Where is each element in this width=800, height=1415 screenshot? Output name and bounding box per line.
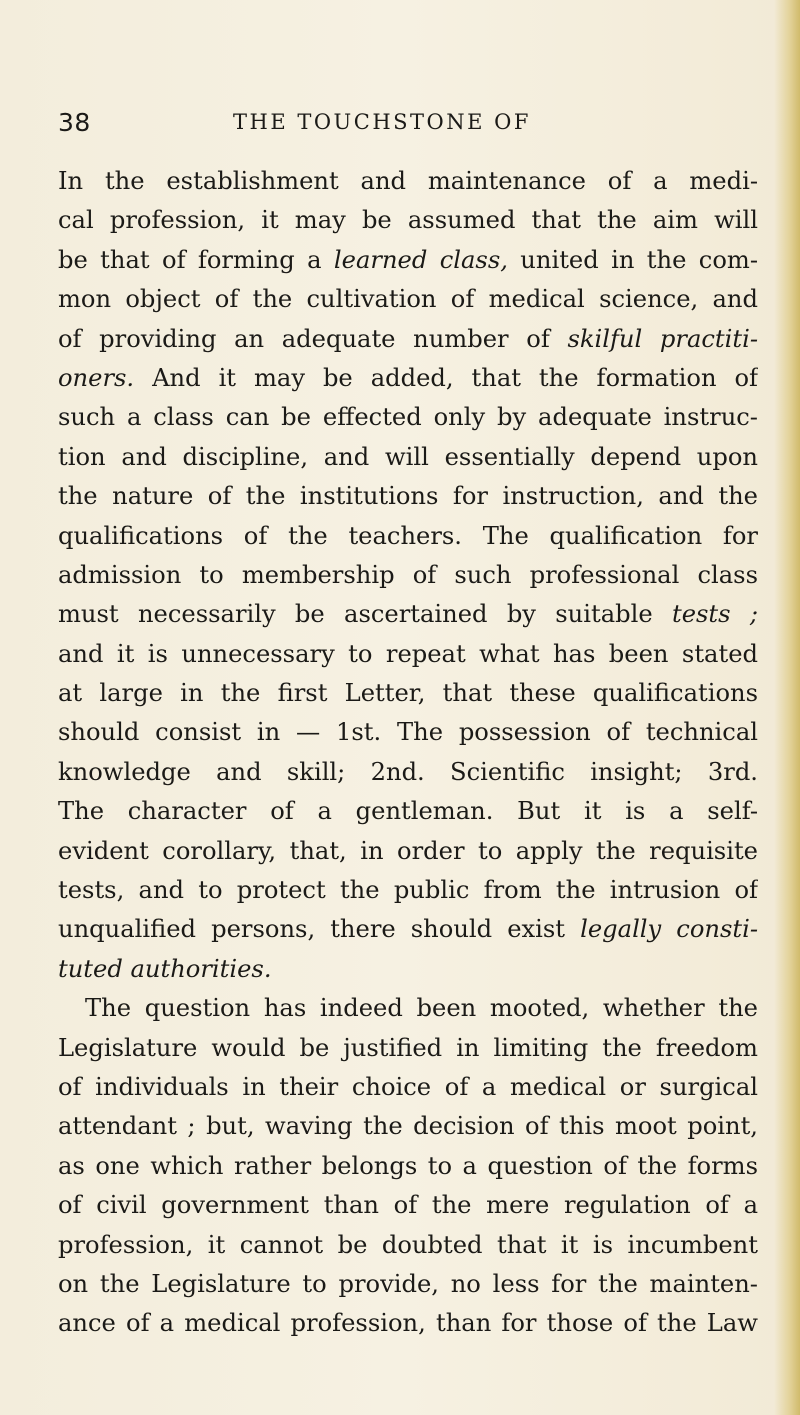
text-line [58,359,758,398]
text-line [58,792,758,831]
text-segment: should consist in — 1st. The possession of technical [58,718,758,747]
text-segment: such a class can be effected only by adequate instruc- [58,403,758,432]
page-number: 38 [58,108,91,137]
text-line [58,280,758,319]
text-line [58,753,758,792]
text-segment: on the Legislature to provide, no less for the mainten- [58,1269,758,1298]
text-segment: Legislature would be justified in limiting the freedom [58,1033,758,1062]
text-segment: knowledge and skill; 2nd. Scientific insight; 3rd. [58,757,758,786]
italic-text: learned class, [333,245,508,274]
text-segment: be that of forming a [58,245,334,274]
text-segment: The question has indeed been mooted, whether the [85,994,758,1023]
italic-text: tuted authorities. [58,954,272,983]
text-segment: evident corollary, that, in order to apply the requisite [58,836,758,865]
text-line [58,1068,758,1107]
text-segment: cal profession, it may be assumed that the aim will [58,206,758,235]
text-segment: as one which rather belongs to a question of the forms [58,1151,758,1180]
text-line [58,241,758,280]
text-line [58,556,758,595]
text-segment: the nature of the institutions for instruction, and the [58,482,758,511]
text-line [58,674,758,713]
text-line [58,595,758,634]
text-segment: profession, it cannot be doubted that it is incumbent [58,1230,758,1259]
text-line [58,162,758,201]
text-line [58,871,758,910]
text-line [58,832,758,871]
text-line [58,713,758,752]
text-segment: ance of a medical profession, than for those of the Law [58,1309,758,1338]
text-line [58,1186,758,1225]
italic-text: tests ; [671,600,758,629]
page-edge-shadow [774,0,800,1415]
text-line [58,398,758,437]
text-segment: of civil government than of the mere regulation of a [58,1191,758,1220]
text-segment: attendant ; but, waving the decision of this moot point, [58,1112,758,1141]
text-line [58,1147,758,1186]
text-line [58,950,758,989]
text-line [58,1226,758,1265]
text-segment: of individuals in their choice of a medical or surgical [58,1072,758,1101]
italic-text: legally consti- [580,915,758,944]
text-line [58,910,758,949]
text-segment: united in the com- [507,245,758,274]
text-segment: must necessarily be ascertained by suitable [58,600,672,629]
text-segment: of providing an adequate number of [58,324,568,353]
text-line [58,201,758,240]
text-segment: mon object of the cultivation of medical science, and [58,285,758,314]
italic-text: oners. [58,363,135,392]
text-line [58,438,758,477]
text-segment: admission to membership of such professional class [58,560,758,589]
text-line [58,989,758,1028]
text-segment: at large in the first Letter, that these qualifications [58,679,758,708]
text-line [58,477,758,516]
text-segment: In the establishment and maintenance of a medi- [58,167,758,195]
text-line [58,1265,758,1304]
text-line [58,635,758,674]
italic-text: skilful practiti- [567,324,758,353]
text-line [58,320,758,359]
text-segment: unqualified persons, there should exist [58,915,581,944]
page-header [58,108,708,148]
text-segment: tion and discipline, and will essentially depend upon [58,442,758,471]
text-segment: qualifications of the teachers. The qualification for [58,521,758,550]
text-line [58,1304,758,1343]
body-text [58,162,758,1344]
text-segment: and it is unnecessary to repeat what has been stated [58,639,758,668]
text-line [58,1029,758,1068]
text-line [58,1107,758,1146]
text-segment: And it may be added, that the formation of [134,363,758,392]
text-segment: The character of a gentleman. But it is a self- [58,797,758,826]
text-segment: tests, and to protect the public from the intrusion of [58,876,758,905]
running-head: THE TOUCHSTONE OF [233,110,531,134]
text-line [58,517,758,556]
